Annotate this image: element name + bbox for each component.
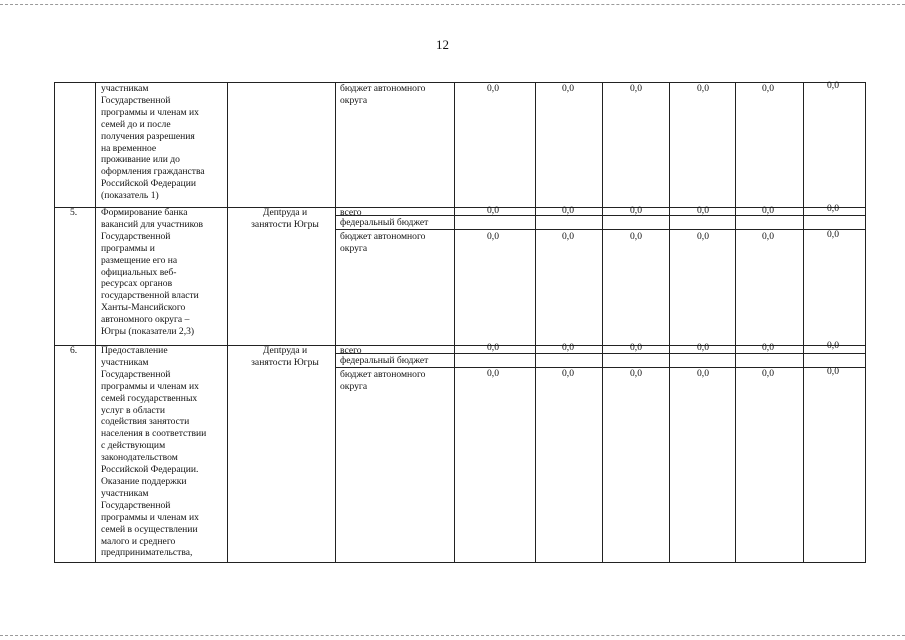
value-cell: 0,0 [827,80,839,91]
value-cell: 0,0 [630,83,642,94]
value-cell: 0,0 [630,231,642,242]
subrow-divider [335,353,865,354]
value-cell: 0,0 [827,340,839,351]
value-cell: 0,0 [762,83,774,94]
row-executor: Депtруда и занятости Югры [251,207,319,230]
col-divider-y5 [803,83,804,562]
col-divider-y4 [735,83,736,562]
value-cell: 0,0 [762,342,774,353]
value-cell: 0,0 [487,83,499,94]
value-cell: 0,0 [630,205,642,216]
subrow-divider [335,229,865,230]
value-cell: 0,0 [562,231,574,242]
value-cell: 0,0 [697,368,709,379]
col-divider-executor [335,83,336,562]
source-label: федеральный бюджет [340,355,429,366]
col-divider-y3 [669,83,670,562]
value-cell: 0,0 [697,342,709,353]
value-cell: 0,0 [630,342,642,353]
value-cell: 0,0 [562,205,574,216]
value-cell: 0,0 [487,231,499,242]
value-cell: 0,0 [630,368,642,379]
value-cell: 0,0 [827,366,839,377]
source-label: бюджет автономного округа [340,369,426,392]
value-cell: 0,0 [697,231,709,242]
scan-edge-top [0,4,905,6]
value-cell: 0,0 [562,342,574,353]
value-cell: 0,0 [487,342,499,353]
source-label: бюджет автономного округа [340,83,426,106]
row-name: Формирование банка вакансий для участников Государственной программы и размещение его на официальных веб- ресурсах органов государственной власти Ханты-Мансийского автономного округа – Югры (показатели 2,3) [101,207,204,338]
col-divider-number [95,83,96,562]
row-number: 5. [70,207,78,218]
source-label: всего [340,345,362,356]
col-divider-source [454,83,455,562]
col-divider-y1 [535,83,536,562]
value-cell: 0,0 [762,368,774,379]
value-cell: 0,0 [562,83,574,94]
row-number: 6. [70,345,78,356]
value-cell: 0,0 [762,205,774,216]
value-cell: 0,0 [487,205,499,216]
value-cell: 0,0 [562,368,574,379]
row-name: Предоставление участникам Государственной программы и членам их семей государственных услуг в области содействия занятости населения в соответствии с действующим законодательством Российской Федерации. Оказание поддержки участникам Государственной программы и членам их семей в осуществлении малого и среднего предпринимательства, [101,345,207,559]
value-cell: 0,0 [827,229,839,240]
value-cell: 0,0 [697,205,709,216]
col-divider-y2 [602,83,603,562]
source-label: федеральный бюджет [340,217,429,228]
page-number: 12 [436,37,449,52]
value-cell: 0,0 [762,231,774,242]
source-label: всего [340,207,362,218]
source-label: бюджет автономного округа [340,231,426,254]
row-name: участникам Государственной программы и членам их семей до и после получения разрешения на временное проживание или до оформления гражданства Российской Федерации (показатель 1) [101,83,205,202]
value-cell: 0,0 [697,83,709,94]
value-cell: 0,0 [487,368,499,379]
value-cell: 0,0 [827,203,839,214]
scan-edge-bottom [0,635,905,637]
col-divider-name [227,83,228,562]
row-executor: Депtруда и занятости Югры [251,345,319,368]
